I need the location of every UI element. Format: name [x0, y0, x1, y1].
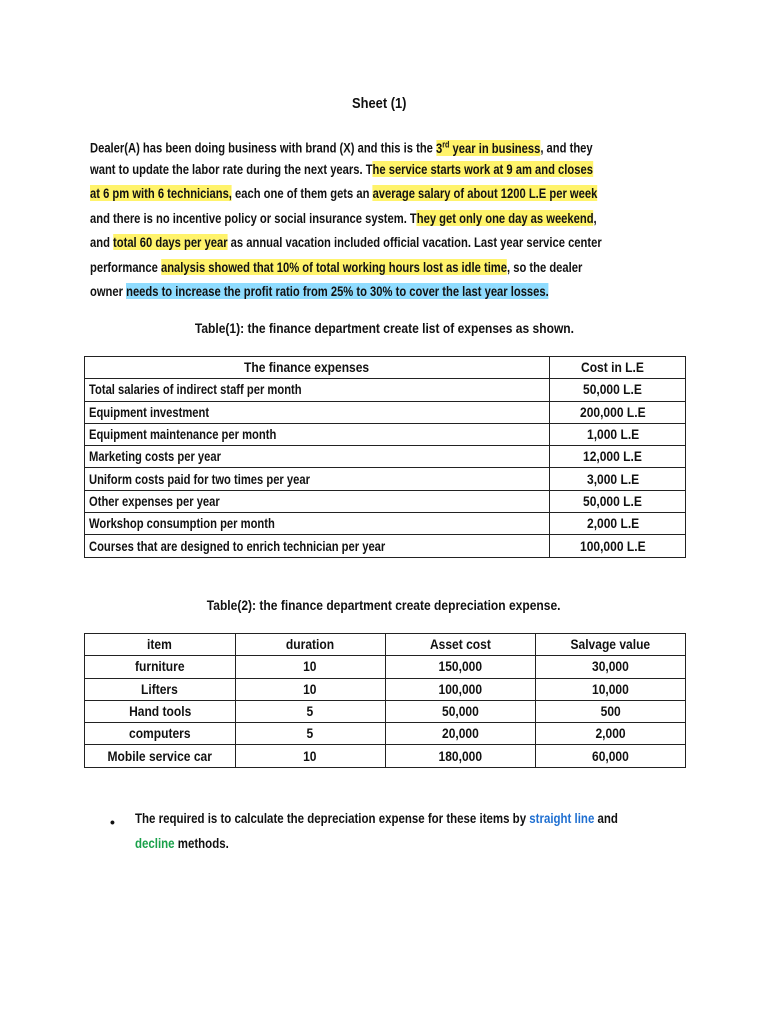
- highlight-vacation: total 60 days per year: [113, 234, 228, 250]
- item-asset-cost: 100,000: [385, 678, 535, 700]
- expense-name: Courses that are designed to enrich technician per year: [85, 535, 550, 557]
- expense-name: Equipment investment: [85, 401, 550, 423]
- requirement-text: The required is to calculate the depreciation expense for these items by straight line and decline methods.: [135, 810, 618, 851]
- table-row: [85, 723, 686, 745]
- bullet-dot-icon: •: [110, 814, 115, 830]
- table-row: [85, 700, 686, 722]
- header-duration: duration: [235, 634, 385, 656]
- expense-name: Total salaries of indirect staff per month: [85, 379, 550, 401]
- item-salvage-value: 500: [535, 700, 685, 722]
- straight-line-term: straight line: [529, 810, 595, 826]
- paragraph-line-4: and there is no incentive policy or social insurance system. They get only one day as weekend,: [90, 209, 597, 226]
- item-name: Lifters: [85, 678, 236, 700]
- table-row: [85, 379, 686, 401]
- expense-name: Equipment maintenance per month: [85, 423, 550, 445]
- expense-name: Marketing costs per year: [85, 446, 550, 468]
- expense-cost: 100,000 L.E: [550, 535, 686, 557]
- paragraph-line-6: performance analysis showed that 10% of total working hours lost as idle time, so the dealer: [90, 258, 583, 275]
- table-header-row: [85, 357, 686, 379]
- table-row: [85, 535, 686, 557]
- item-duration: 10: [235, 678, 385, 700]
- item-duration: 5: [235, 700, 385, 722]
- item-name: furniture: [85, 656, 236, 678]
- expense-cost: 3,000 L.E: [550, 468, 686, 490]
- table-row: [85, 745, 686, 767]
- item-salvage-value: 60,000: [535, 745, 685, 767]
- paragraph-line-5: and total 60 days per year as annual vacation included official vacation. Last year service center: [90, 234, 602, 250]
- item-asset-cost: 50,000: [385, 700, 535, 722]
- item-duration: 5: [235, 723, 385, 745]
- table-row: [85, 678, 686, 700]
- table-header-row: [85, 634, 686, 656]
- expense-cost: 200,000 L.E: [550, 401, 686, 423]
- table-row: [85, 490, 686, 512]
- expense-cost: 2,000 L.E: [550, 513, 686, 535]
- expense-name: Workshop consumption per month: [85, 513, 550, 535]
- header-asset-cost: Asset cost: [385, 634, 535, 656]
- decline-term: decline: [135, 835, 175, 851]
- item-duration: 10: [235, 656, 385, 678]
- requirement-bullet: [112, 806, 672, 856]
- depreciation-table: [84, 633, 686, 768]
- header-cost: Cost in L.E: [550, 357, 686, 379]
- table-row: [85, 446, 686, 468]
- expense-name: Other expenses per year: [85, 490, 550, 512]
- item-asset-cost: 180,000: [385, 745, 535, 767]
- item-asset-cost: 150,000: [385, 656, 535, 678]
- paragraph-line-7: owner needs to increase the profit ratio from 25% to 30% to cover the last year losses.: [90, 283, 549, 299]
- expense-cost: 50,000 L.E: [550, 490, 686, 512]
- table-row: [85, 656, 686, 678]
- item-duration: 10: [235, 745, 385, 767]
- table-row: [85, 401, 686, 423]
- expense-cost: 1,000 L.E: [550, 423, 686, 445]
- item-salvage-value: 2,000: [535, 723, 685, 745]
- highlight-idle-time: analysis showed that 10% of total working hours lost as idle time: [160, 258, 507, 275]
- sheet-title: Sheet (1): [352, 95, 407, 112]
- header-salvage-value: Salvage value: [535, 634, 685, 656]
- paragraph-line-1: Dealer(A) has been doing business with brand (X) and this is the 3rd year in business, and they: [90, 139, 593, 156]
- highlight-year: 3rd year in business: [436, 139, 541, 156]
- highlight-weekend: hey get only one day as weekend: [416, 209, 594, 226]
- expense-cost: 12,000 L.E: [550, 446, 686, 468]
- table-row: [85, 468, 686, 490]
- expense-name: Uniform costs paid for two times per year: [85, 468, 550, 490]
- problem-paragraph: [90, 132, 680, 304]
- table-row: [85, 423, 686, 445]
- item-name: computers: [85, 723, 236, 745]
- expense-cost: 50,000 L.E: [550, 379, 686, 401]
- paragraph-line-2: want to update the labor rate during the next years. The service starts work at 9 am and closes: [90, 160, 593, 177]
- table1-caption: Table(1): the finance department create list of expenses as shown.: [194, 320, 574, 336]
- highlight-technicians: at 6 pm with 6 technicians,: [90, 185, 232, 201]
- highlight-profit-ratio: needs to increase the profit ratio from 25% to 30% to cover the last year losses.: [126, 283, 549, 299]
- item-salvage-value: 10,000: [535, 678, 685, 700]
- table-row: [85, 513, 686, 535]
- highlight-salary: average salary of about 1200 L.E per week: [372, 185, 598, 201]
- header-item: item: [85, 634, 236, 656]
- item-salvage-value: 30,000: [535, 656, 685, 678]
- item-name: Mobile service car: [85, 745, 236, 767]
- expenses-table: [84, 356, 686, 558]
- paragraph-line-3: at 6 pm with 6 technicians, each one of them gets an average salary of about 1200 L.E per week: [90, 185, 598, 201]
- header-expense: The finance expenses: [85, 357, 550, 379]
- table2-caption: Table(2): the finance department create depreciation expense.: [207, 597, 561, 613]
- item-name: Hand tools: [85, 700, 236, 722]
- item-asset-cost: 20,000: [385, 723, 535, 745]
- highlight-hours: he service starts work at 9 am and closes: [372, 160, 593, 177]
